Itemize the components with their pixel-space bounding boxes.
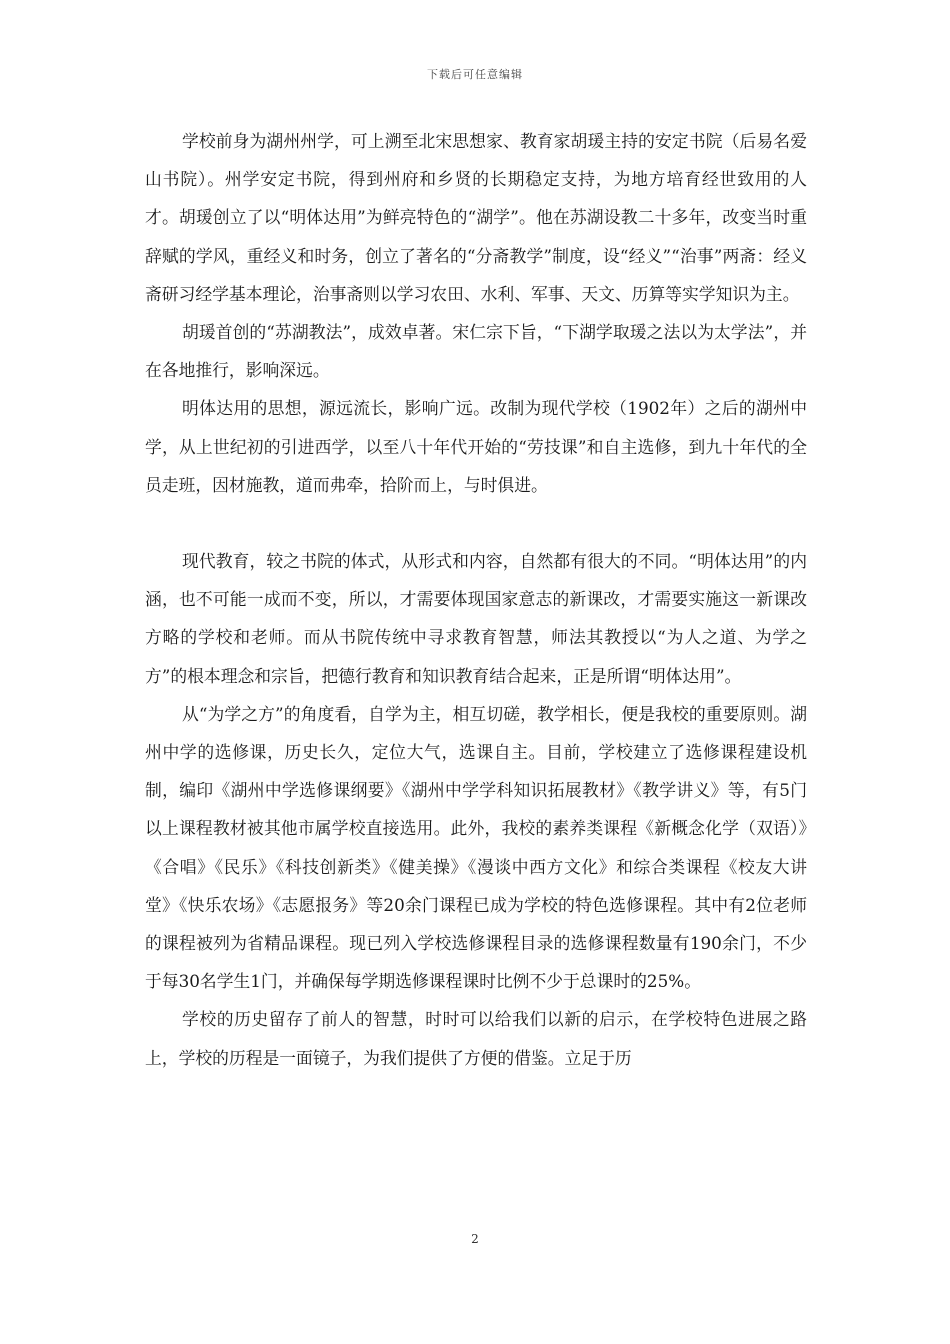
- page-number: 2: [471, 1232, 479, 1246]
- paragraph-4: 现代教育，较之书院的体式，从形式和内容，自然都有很大的不同。“明体达用”的内涵，也不可能一成而不变，所以，才需要体现国家意志的新课改，才需要实施这一新课改方略的学校和老师。而从书院传统中寻求教育智慧，师法其教授以“为人之道、为学之方”的根本理念和宗旨，把德行教育和知识教育结合起来，正是所谓“明体达用”。: [145, 551, 807, 686]
- paragraph-2: 胡瑗首创的“苏湖教法”，成效卓著。宋仁宗下旨，“下湖学取瑗之法以为太学法”，并在各地推行，影响深远。: [145, 322, 807, 381]
- document-body: [145, 122, 807, 1077]
- paragraph-5: 从“为学之方”的角度看，自学为主，相互切磋，教学相长，便是我校的重要原则。湖州中学的选修课，历史长久，定位大气，选课自主。目前，学校建立了选修课程建设机制，编印《湖州中学选修课纲要》《湖州中学学科知识拓展教材》《教学讲义》等，有5门以上课程教材被其他市属学校直接选用。此外，我校的素养类课程《新概念化学（双语）》《合唱》《民乐》《科技创新类》《健美操》《漫谈中西方文化》和综合类课程《校友大讲堂》《快乐农场》《志愿报务》等20余门课程已成为学校的特色选修课程。其中有2位老师的课程被列为省精品课程。现已列入学校选修课程目录的选修课程数量有190余门，不少于每30名学生1门，并确保每学期选修课程课时比例不少于总课时的25%。: [145, 703, 807, 992]
- paragraph-1: 学校前身为湖州州学，可上溯至北宋思想家、教育家胡瑗主持的安定书院（后易名爱山书院）。州学安定书院，得到州府和乡贤的长期稳定支持，为地方培育经世致用的人才。胡瑗创立了以“明体达用”为鲜亮特色的“湖学”。他在苏湖设教二十多年，改变当时重辞赋的学风，重经义和时务，创立了著名的“分斋教学”制度，设“经义”“治事”两斋：经义斋研习经学基本理论，治事斋则以学习农田、水利、军事、天文、历算等实学知识为主。: [145, 131, 807, 304]
- paragraph-6: 学校的历史留存了前人的智慧，时时可以给我们以新的启示，在学校特色进展之路上，学校的历程是一面镜子，为我们提供了方便的借鉴。立足于历: [145, 1009, 807, 1068]
- paragraph-3: 明体达用的思想，源远流长，影响广远。改制为现代学校（1902年）之后的湖州中学，从上世纪初的引进西学，以至八十年代开始的“劳技课”和自主选修，到九十年代的全员走班，因材施教，道而弗牵，拾阶而上，与时俱进。: [145, 398, 807, 495]
- page-header: 下载后可任意编辑: [427, 68, 523, 81]
